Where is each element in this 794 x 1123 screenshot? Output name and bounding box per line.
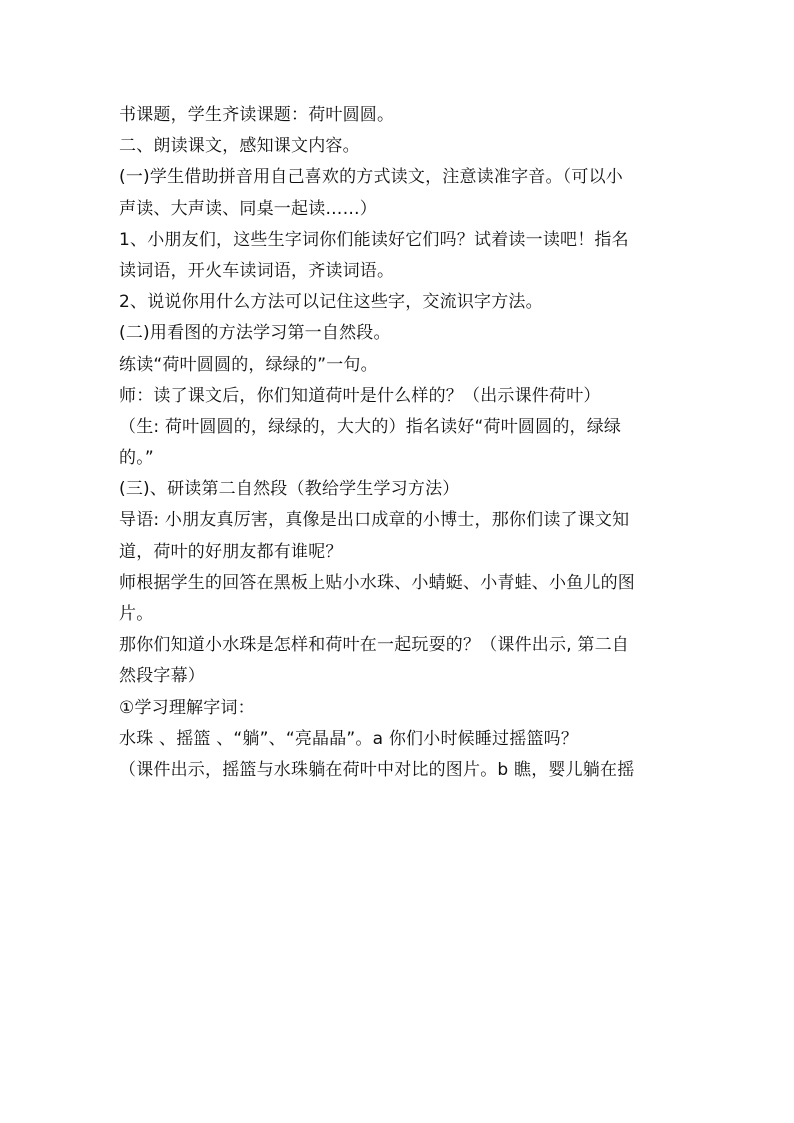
text-line: ①学习理解字词： <box>119 697 255 718</box>
section-heading: 二、朗读课文，感知课文内容。 <box>119 136 360 157</box>
text-line: 声读、大声读、同桌一起读……） <box>119 198 377 219</box>
text-line: 片。 <box>119 604 154 624</box>
text-line: 师：读了课文后，你们知道荷叶是什么样的？（出示课件荷叶） <box>119 385 601 406</box>
text-line: 2、说说你用什么方法可以记住这些字，交流识字方法。 <box>119 292 543 313</box>
text-line: (一)学生借助拼音用自己喜欢的方式读文，注意读准字音。（可以小 <box>119 167 623 188</box>
text-line: 导语: 小朋友真厉害，真像是出口成章的小博士，那你们读了课文知 <box>119 510 630 531</box>
text-line: 练读“荷叶圆圆的，绿绿的”一句。 <box>119 354 378 375</box>
text-line: 师根据学生的回答在黑板上贴小水珠、小蜻蜓、小青蛙、小鱼儿的图 <box>119 572 635 593</box>
text-line: 1、小朋友们，这些生字词你们能读好它们吗？试着读一读吧！指名 <box>119 229 629 250</box>
text-line: 道，荷叶的好朋友都有谁呢？ <box>119 541 343 562</box>
text-line: 那你们知道小水珠是怎样和荷叶在一起玩耍的？（课件出示, 第二自 <box>119 635 630 656</box>
document-body <box>119 100 679 786</box>
text-line: （课件出示，摇篮与水珠躺在荷叶中对比的图片。b 瞧，婴儿躺在摇 <box>119 759 635 780</box>
text-line: 然段字幕） <box>119 666 205 687</box>
section-heading: (二)用看图的方法学习第一自然段。 <box>119 323 391 344</box>
text-line: 的。” <box>119 448 154 469</box>
text-line: （生: 荷叶圆圆的，绿绿的，大大的）指名读好“荷叶圆圆的，绿绿 <box>119 416 622 437</box>
text-line: 书课题，学生齐读课题：荷叶圆圆。 <box>119 105 395 125</box>
text-line: 读词语，开火车读词语，齐读词语。 <box>119 260 395 281</box>
text-line: 水珠 、摇篮 、“躺”、“亮晶晶”。a 你们小时候睡过摇篮吗？ <box>119 728 579 749</box>
section-heading: (三)、研读第二自然段（教给学生学习方法） <box>119 479 460 500</box>
